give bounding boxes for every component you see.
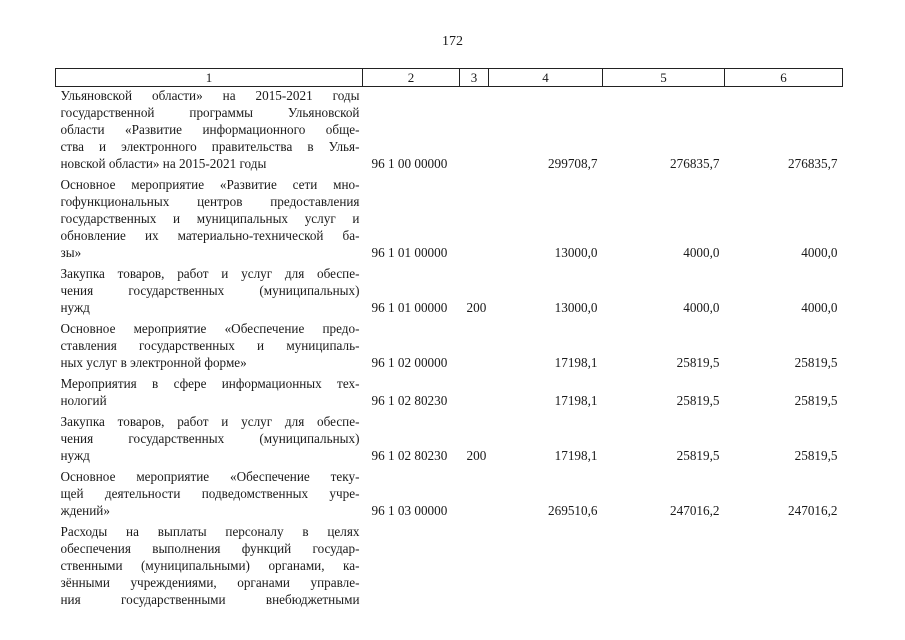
row-amount-2: 4000,0: [683, 245, 720, 260]
column-header-description: 1: [56, 69, 363, 87]
table-row: [56, 87, 843, 177]
table-row: [56, 468, 843, 523]
description-line: ния государственными внебюджетными: [60, 592, 360, 607]
row-amount-3: [725, 523, 843, 612]
row-amount-2: 276835,7: [670, 156, 720, 171]
row-description: [56, 468, 363, 523]
description-line: области «Развитие информационного обще-: [60, 122, 360, 137]
column-header-code: 2: [363, 69, 460, 87]
column-number-row: [56, 69, 843, 87]
row-code: 96 1 02 80230: [371, 448, 448, 463]
row-amount-1: 13000,0: [554, 245, 598, 260]
description-line: чения государственных (муниципальных): [60, 283, 360, 298]
column-header-type: 3: [460, 69, 489, 87]
table-row: [56, 320, 843, 375]
row-code: [363, 523, 460, 612]
row-amount-1: 17198,1: [554, 393, 598, 408]
table-row: [56, 176, 843, 265]
row-amount-1: 17198,1: [554, 448, 598, 463]
row-description: [56, 523, 363, 612]
row-amount-2: 247016,2: [670, 503, 720, 518]
description-line: Основное мероприятие «Обеспечение предо-: [60, 321, 360, 336]
row-amount-3: 276835,7: [788, 156, 838, 171]
row-code: 96 1 00 00000: [371, 156, 448, 171]
row-amount-2: 4000,0: [683, 300, 720, 315]
description-line: Закупка товаров, работ и услуг для обеспе-: [60, 266, 360, 281]
page-number: 172: [442, 34, 463, 49]
description-line: Ульяновской области» на 2015-2021 годы: [60, 88, 360, 103]
row-amount-2: 25819,5: [676, 355, 720, 370]
row-amount-1: 269510,6: [548, 503, 598, 518]
row-amount-1: 299708,7: [548, 156, 598, 171]
description-line: Основное мероприятие «Обеспечение теку-: [60, 469, 360, 484]
description-line: государственной программы Ульяновской: [60, 105, 360, 120]
row-expense-type: 200: [466, 300, 487, 315]
description-line: ных услуг в электронной форме»: [60, 355, 247, 370]
row-expense-type: [460, 176, 489, 265]
row-amount-1: 17198,1: [554, 355, 598, 370]
row-amount-1: [489, 523, 603, 612]
description-line: зёнными учреждениями, органами управле-: [60, 575, 360, 590]
row-amount-3: 25819,5: [794, 393, 838, 408]
row-expense-type: [460, 320, 489, 375]
row-description: [56, 87, 363, 177]
description-line: ждений»: [60, 503, 110, 518]
table-row: [56, 375, 843, 413]
description-line: обеспечения выполнения функций государ-: [60, 541, 360, 556]
table-row: [56, 413, 843, 468]
row-amount-3: 247016,2: [788, 503, 838, 518]
description-line: гофункциональных центров предоставления: [60, 194, 360, 209]
row-code: 96 1 02 00000: [371, 355, 448, 370]
row-expense-type: [460, 523, 489, 612]
budget-table: [55, 68, 843, 612]
row-amount-3: 25819,5: [794, 448, 838, 463]
row-amount-2: 25819,5: [676, 448, 720, 463]
row-amount-3: 4000,0: [801, 245, 838, 260]
table-row: [56, 265, 843, 320]
description-line: нужд: [60, 448, 90, 463]
description-line: Закупка товаров, работ и услуг для обеспе-: [60, 414, 360, 429]
column-header-amount-1: 4: [489, 69, 603, 87]
description-line: обновление их материально-технической ба-: [60, 228, 360, 243]
row-amount-3: 25819,5: [794, 355, 838, 370]
description-line: Расходы на выплаты персоналу в целях: [60, 524, 360, 539]
column-header-amount-3: 6: [725, 69, 843, 87]
row-amount-2: 25819,5: [676, 393, 720, 408]
row-description: [56, 320, 363, 375]
row-amount-1: 13000,0: [554, 300, 598, 315]
description-line: нологий: [60, 393, 107, 408]
table-header: [56, 69, 843, 87]
description-line: Мероприятия в сфере информационных тех-: [60, 376, 360, 391]
description-line: Основное мероприятие «Развитие сети мно-: [60, 177, 360, 192]
row-expense-type: 200: [466, 448, 487, 463]
description-line: государственных и муниципальных услуг и: [60, 211, 360, 226]
description-line: ства и электронного правительства в Улья-: [60, 139, 360, 154]
row-code: 96 1 01 00000: [371, 245, 448, 260]
table-row: [56, 523, 843, 612]
description-line: щей деятельности подведомственных учре-: [60, 486, 360, 501]
table-body: [56, 87, 843, 613]
description-line: зы»: [60, 245, 82, 260]
description-line: нужд: [60, 300, 90, 315]
row-description: [56, 176, 363, 265]
row-description: [56, 375, 363, 413]
row-expense-type: [460, 468, 489, 523]
row-code: 96 1 03 00000: [371, 503, 448, 518]
description-line: ственными (муниципальными) органами, ка-: [60, 558, 360, 573]
row-amount-3: 4000,0: [801, 300, 838, 315]
description-line: новской области» на 2015-2021 годы: [60, 156, 267, 171]
row-amount-2: [603, 523, 725, 612]
row-expense-type: [460, 87, 489, 177]
row-code: 96 1 02 80230: [371, 393, 448, 408]
row-description: [56, 265, 363, 320]
row-description: [56, 413, 363, 468]
column-header-amount-2: 5: [603, 69, 725, 87]
description-line: чения государственных (муниципальных): [60, 431, 360, 446]
row-expense-type: [460, 375, 489, 413]
description-line: ставления государственных и муниципаль-: [60, 338, 360, 353]
row-code: 96 1 01 00000: [371, 300, 448, 315]
